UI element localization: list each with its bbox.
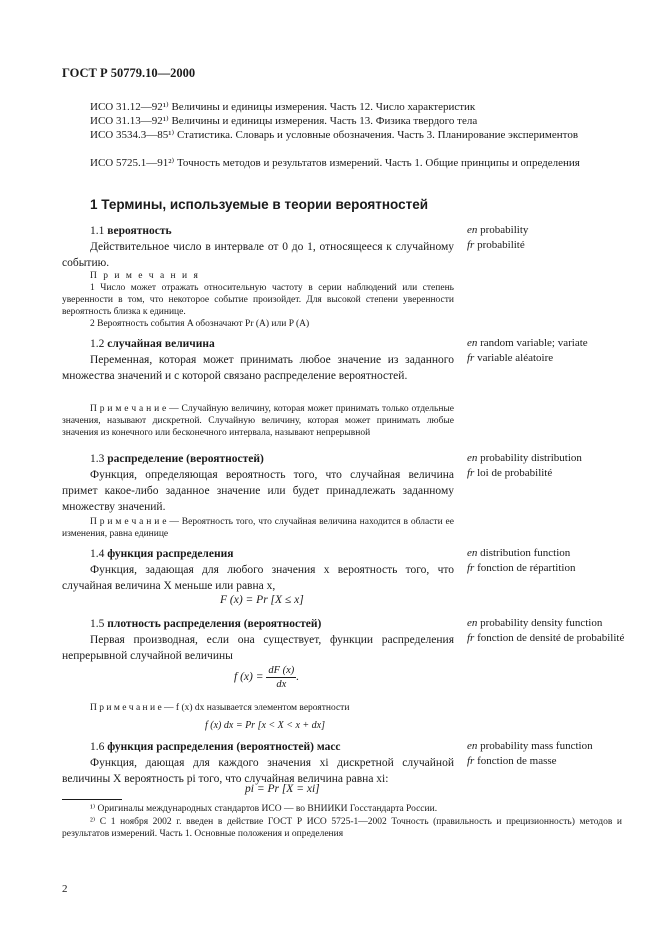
term-name: распределение (вероятностей) — [107, 453, 264, 465]
term-1-6 — [62, 739, 454, 787]
term-1-2-translations: en random variable; variate fr variable aléatoire — [467, 337, 588, 364]
term-1-5-translations: en probability density function fr fonction de densité de probabilité — [467, 617, 625, 644]
term-number: 1.6 — [90, 741, 105, 753]
term-definition: Функция, определяющая вероятность того, что случайная величина примет какое-либо заданное значение или будет принадлежать заданному множеству значений. — [62, 469, 454, 513]
term-1-3-translations: en probability distribution fr loi de probabilité — [467, 452, 582, 479]
translation-fr: fonction de densité de probabilité — [477, 632, 625, 644]
term-definition: Функция, задающая для любого значения x вероятность того, что случайная величина X меньше или равна x, — [62, 564, 454, 592]
translation-fr: fonction de masse — [477, 755, 557, 767]
term-1-4-translations: en distribution function fr fonction de répartition — [467, 547, 576, 574]
term-definition: Функция, дающая для каждого значения xi дискретной случайной величины X вероятность pi того, что случайная величина равна xi: — [62, 757, 454, 785]
formula-distribution-function: F (x) = Pr [X ≤ x] — [220, 594, 304, 606]
notes-title: П р и м е ч а н и я — [90, 271, 200, 281]
translation-en: probability distribution — [480, 452, 582, 464]
term-1-3 — [62, 451, 454, 515]
term-name: функция распределения — [107, 548, 234, 560]
term-name: функция распределения (вероятностей) масс — [107, 741, 341, 753]
note-1: 1 Число может отражать относительную частоту в серии наблюдений или степень уверенности в том, что некоторое событие произойдет. Для высокой степени уверенности вероятность близка к единице. — [62, 283, 454, 317]
translation-fr: fonction de répartition — [477, 562, 576, 574]
term-1-6-translations: en probability mass function fr fonction de masse — [467, 740, 593, 767]
translation-en: distribution function — [480, 547, 571, 559]
term-definition: Действительное число в интервале от 0 до 1, относящееся к случайному событию. — [62, 241, 454, 269]
section-title: 1 Термины, используемые в теории вероятностей — [90, 197, 429, 212]
term-1-3-note — [62, 516, 454, 540]
term-name: плотность распределения (вероятностей) — [107, 618, 322, 630]
document-header: ГОСТ Р 50779.10—2000 — [62, 66, 196, 80]
formula-mass-function: pi = Pr [X = xi] — [245, 783, 320, 795]
translation-en: probability — [480, 224, 529, 236]
note-formula: f (x) dx = Pr [x < X < x + dx] — [205, 720, 326, 731]
formula-fraction — [266, 665, 296, 690]
formula-numerator: dF (x) — [268, 665, 295, 676]
term-name: вероятность — [107, 225, 172, 237]
note-2: 2 Вероятность события A обозначают Pr (A) или P (A) — [90, 319, 310, 329]
reference-iso-31-13: ИСО 31.13—92¹⁾ Величины и единицы измерения. Часть 13. Физика твердого тела — [90, 115, 478, 127]
term-number: 1.1 — [90, 225, 105, 237]
term-number: 1.3 — [90, 453, 105, 465]
term-number: 1.4 — [90, 548, 105, 560]
term-1-1 — [62, 223, 454, 271]
footnote-2: ²⁾ С 1 ноября 2002 г. введен в действие ГОСТ Р ИСО 5725-1—2002 Точность (правильность и прецизионность) методов и результатов измерений. Часть 1. Основные положения и определения — [62, 817, 622, 839]
term-name: случайная величина — [107, 338, 215, 350]
page-number: 2 — [62, 883, 68, 895]
formula-denominator: dx — [276, 679, 287, 690]
formula-density: f (x) = $\frac{dF (x)}{dx}$ . — [234, 665, 300, 690]
term-1-5 — [62, 616, 454, 664]
term-1-1-translations: en probability fr probabilité — [467, 224, 529, 251]
translation-en: random variable; variate — [480, 337, 588, 349]
term-definition: Переменная, которая может принимать любое значение из заданного множества значений и с которой связано распределение вероятностей. — [62, 354, 454, 382]
term-1-1-notes — [62, 270, 454, 330]
reference-iso-31-12: ИСО 31.12—92¹⁾ Величины и единицы измерения. Часть 12. Число характеристик — [90, 101, 476, 113]
translation-fr: variable aléatoire — [477, 352, 554, 364]
term-1-4 — [62, 546, 454, 594]
note: П р и м е ч а н и е — Случайную величину, которая может принимать только отдельные значения, называют дискретной. Случайную величину, которая может принимать любые значения из конечного или бесконечного интервала, называют непрерывной — [62, 404, 454, 438]
note: П р и м е ч а н и е — f (x) dx называется элементом вероятности — [90, 703, 350, 713]
translation-en: probability mass function — [480, 740, 593, 752]
reference-iso-3534-3: ИСО 3534.3—85¹⁾ Статистика. Словарь и условные обозначения. Часть 3. Планирование экспериментов — [90, 129, 579, 141]
term-1-2 — [62, 336, 454, 384]
note: П р и м е ч а н и е — Вероятность того, что случайная величина находится в области ее изменения, равна единице — [62, 517, 454, 539]
term-number: 1.5 — [90, 618, 105, 630]
term-number: 1.2 — [90, 338, 105, 350]
term-1-2-note — [62, 403, 454, 439]
formula-lhs: f (x) = — [234, 671, 264, 684]
footnote-1: ¹⁾ Оригиналы международных стандартов ИСО — во ВНИИКИ Госстандарта России. — [90, 804, 438, 814]
term-definition: Первая производная, если она существует, функции распределения непрерывной случайной величины — [62, 634, 454, 662]
footnote-divider — [62, 799, 122, 800]
reference-iso-5725-1: ИСО 5725.1—91²⁾ Точность методов и результатов измерений. Часть 1. Общие принципы и определения — [90, 157, 580, 169]
term-1-5-note — [62, 702, 454, 714]
translation-fr: loi de probabilité — [477, 467, 553, 479]
translation-fr: probabilité — [477, 239, 525, 251]
translation-en: probability density function — [480, 617, 603, 629]
